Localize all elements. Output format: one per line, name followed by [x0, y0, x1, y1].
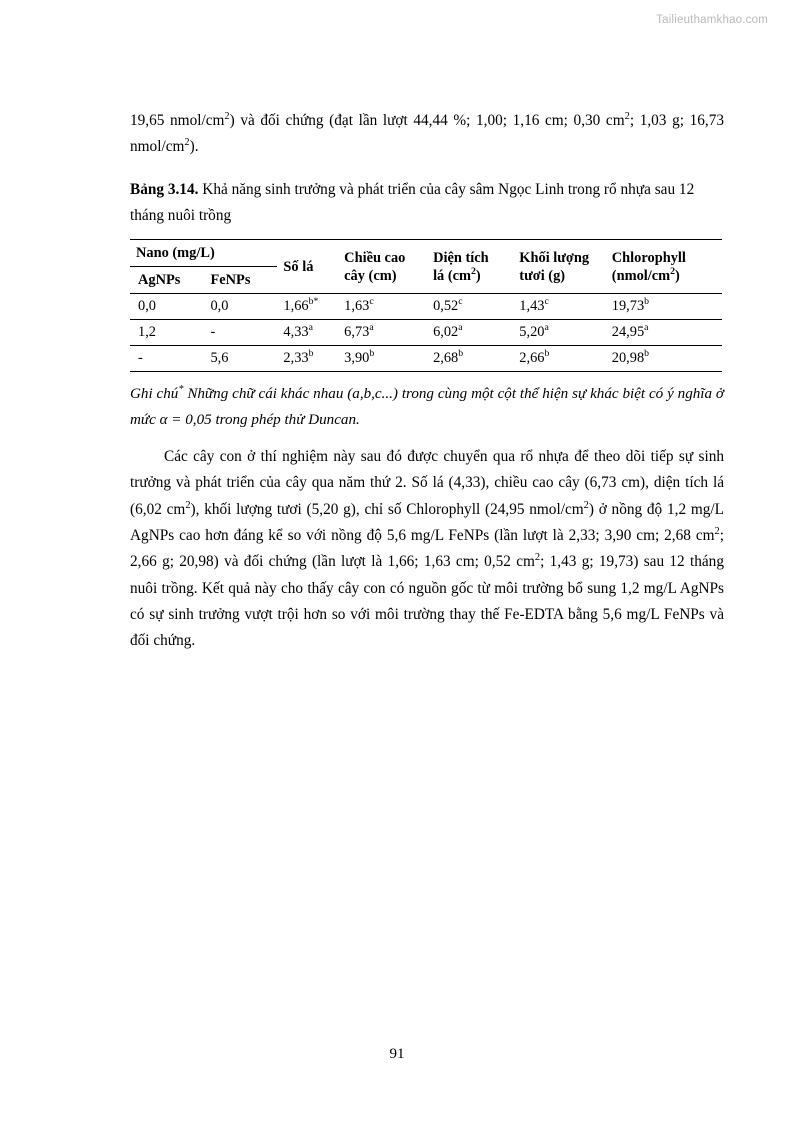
- table-note: [130, 382, 724, 434]
- th-chlorophyll-l1: Chlorophyll: [611, 249, 686, 266]
- th-chlorophyll-l2b: ): [675, 267, 680, 284]
- results-table: [130, 239, 722, 372]
- cell-chieu-cao: [338, 294, 427, 320]
- table-caption-label: Bảng 3.14.: [130, 180, 199, 198]
- cell-dien-tich: [427, 320, 513, 346]
- cell-dien-tich-sup: a: [458, 322, 463, 334]
- cell-agnps: -: [130, 346, 204, 372]
- page-content: [130, 108, 724, 654]
- cell-so-la: [277, 294, 338, 320]
- cell-khoi-luong: [513, 346, 605, 372]
- th-chieu-cao-l2: cây (cm): [344, 267, 397, 284]
- cell-khoi-luong: [513, 294, 605, 320]
- cell-chlorophyll-value: 19,73: [611, 298, 645, 315]
- intro-text-3: ; 1,03: [629, 112, 667, 129]
- cell-so-la-value: 1,66: [283, 298, 309, 315]
- watermark: Tailieuthamkhao.com: [656, 14, 768, 26]
- cell-so-la-sup: b: [308, 348, 314, 360]
- th-chlorophyll-l2a: (nmol/cm: [611, 267, 671, 284]
- th-fenps: FeNPs: [210, 272, 251, 289]
- cell-chieu-cao-sup: a: [369, 322, 374, 334]
- table-head: [130, 240, 722, 294]
- body-sup-1: 2: [185, 499, 191, 511]
- th-dien-tich-l1: Diện tích: [433, 249, 489, 266]
- body-text-5: ; 1,43 g; 19,73) sau 12 tháng nuôi trồng. Kết quả này cho thấy cây con có nguồn gốc từ môi trường bổ sung 1,2 mg/L AgNPs có sự sinh trưởng vượt trội hơn so với môi trường thay thế Fe-EDTA bằng 5,6 mg/L FeNPs và đối chứng.: [130, 553, 724, 650]
- body-paragraph: [130, 444, 724, 654]
- cell-so-la-sup: a: [308, 322, 313, 334]
- cell-khoi-luong-sup: c: [544, 296, 549, 308]
- th-agnps: AgNPs: [138, 272, 181, 289]
- th-khoi-luong-l1: Khối lượng: [519, 249, 590, 266]
- cell-khoi-luong-value: 5,20: [519, 324, 545, 341]
- body-text-3: ) ở nồng độ 1,2 mg/L AgNPs cao hơn đáng kể so với nồng độ 5,6 mg/L FeNPs (lần lượt là 2,33; 3,90 cm; 2,68 cm: [130, 500, 724, 544]
- th-dien-tich-l2b: ): [475, 267, 481, 284]
- cell-chlorophyll: [606, 320, 722, 346]
- cell-chieu-cao: [338, 346, 427, 372]
- cell-agnps: 0,0: [130, 294, 204, 320]
- cell-chlorophyll-sup: b: [644, 296, 650, 308]
- cell-khoi-luong-value: 2,66: [519, 350, 545, 367]
- intro-text-5: ).: [189, 138, 199, 156]
- body-sup-2: 2: [583, 499, 589, 511]
- cell-khoi-luong-value: 1,43: [519, 298, 545, 315]
- th-chieu-cao: [338, 240, 427, 294]
- cell-fenps: 5,6: [204, 346, 277, 372]
- th-dien-tich: [427, 240, 513, 294]
- cell-chieu-cao-value: 6,73: [344, 324, 370, 341]
- cell-chlorophyll-sup: a: [644, 322, 649, 334]
- cell-dien-tich: [427, 346, 513, 372]
- table-note-prefix: Ghi chú: [130, 386, 179, 403]
- cell-chlorophyll-value: 20,98: [611, 350, 645, 367]
- table-row: [130, 346, 722, 372]
- cell-so-la: [277, 346, 338, 372]
- cell-chlorophyll: [606, 294, 722, 320]
- th-so-la: Số lá: [283, 258, 314, 275]
- cell-chieu-cao-sup: b: [369, 348, 375, 360]
- cell-chlorophyll-sup: b: [644, 348, 650, 360]
- cell-so-la: [277, 320, 338, 346]
- th-khoi-luong: [513, 240, 605, 294]
- body-sup-4: 2: [534, 552, 541, 564]
- cell-khoi-luong-sup: a: [544, 322, 549, 334]
- cell-so-la-value: 2,33: [283, 350, 309, 367]
- intro-paragraph: [130, 108, 724, 161]
- body-sup-3: 2: [714, 525, 720, 537]
- intro-sup-3: 2: [184, 137, 190, 149]
- table-header-row-1: [130, 240, 722, 267]
- table-body: [130, 294, 722, 372]
- th-chieu-cao-l1: Chiều cao: [344, 249, 406, 266]
- cell-khoi-luong-sup: b: [544, 348, 550, 360]
- cell-chlorophyll: [606, 346, 722, 372]
- table-row: [130, 320, 722, 346]
- th-dien-tich-l2a: lá (cm: [433, 267, 472, 284]
- body-text-1: Các cây con ở thí nghiệm này sau đó được chuyển qua rổ nhựa để theo dõi tiếp sự sinh trưởng và phát triển của cây qua năm thứ 2. Số lá (4,33), chiều cao cây (6,73 cm), diện tích lá (6,02 cm: [130, 448, 724, 518]
- table-caption-text: Khả năng sinh trưởng và phát triển của cây sâm Ngọc Linh trong rổ nhựa sau 12 tháng nuôi trồng: [130, 180, 695, 224]
- cell-khoi-luong: [513, 320, 605, 346]
- intro-sup-1: 2: [224, 110, 230, 122]
- cell-agnps: 1,2: [130, 320, 204, 346]
- cell-chieu-cao: [338, 320, 427, 346]
- cell-chieu-cao-sup: c: [369, 296, 374, 308]
- th-nano-group: Nano (mg/L): [130, 240, 277, 267]
- body-text-2: ), khối lượng tươi (5,20 g), chỉ số Chlorophyll (24,95 nmol/cm: [190, 500, 584, 518]
- cell-so-la-value: 4,33: [283, 324, 309, 341]
- table-caption: [130, 177, 724, 230]
- cell-dien-tich-sup: b: [458, 348, 464, 360]
- table-row: [130, 294, 722, 320]
- intro-text-2: ) và đối chứng (đạt lần lượt 44,44 %; 1,00; 1,16 cm; 0,30 cm: [229, 112, 625, 129]
- cell-chieu-cao-value: 3,90: [344, 350, 370, 367]
- cell-dien-tich-sup: c: [458, 296, 463, 308]
- cell-fenps: -: [204, 320, 277, 346]
- th-khoi-luong-l2: tươi (g): [519, 267, 566, 284]
- cell-so-la-sup: b*: [308, 296, 319, 308]
- cell-fenps: 0,0: [204, 294, 277, 320]
- cell-dien-tich: [427, 294, 513, 320]
- intro-text-1: 19,65 nmol/cm: [130, 112, 225, 129]
- cell-dien-tich-value: 0,52: [433, 298, 459, 315]
- intro-sup-2: 2: [624, 110, 630, 122]
- th-dien-tich-sup: 2: [471, 265, 476, 277]
- page-number: 91: [389, 1046, 405, 1062]
- body-text-4: ; 2,66 g; 20,98) và đối chứng (lần lượt là 1,66; 1,63 cm; 0,52 cm: [130, 526, 724, 571]
- cell-dien-tich-value: 2,68: [433, 350, 459, 367]
- th-chlorophyll-sup: 2: [670, 265, 676, 277]
- table-note-text: Những chữ cái khác nhau (a,b,c...) trong cùng một cột thể hiện sự khác biệt có ý nghĩa ở mức α = 0,05 trong phép thử Duncan.: [130, 386, 724, 429]
- cell-chieu-cao-value: 1,63: [344, 298, 370, 315]
- cell-dien-tich-value: 6,02: [433, 324, 459, 341]
- cell-chlorophyll-value: 24,95: [611, 324, 645, 341]
- intro-text-4: g; 16,73 nmol/cm: [130, 112, 725, 156]
- table-note-sup: *: [178, 384, 184, 396]
- th-chlorophyll: [606, 240, 722, 294]
